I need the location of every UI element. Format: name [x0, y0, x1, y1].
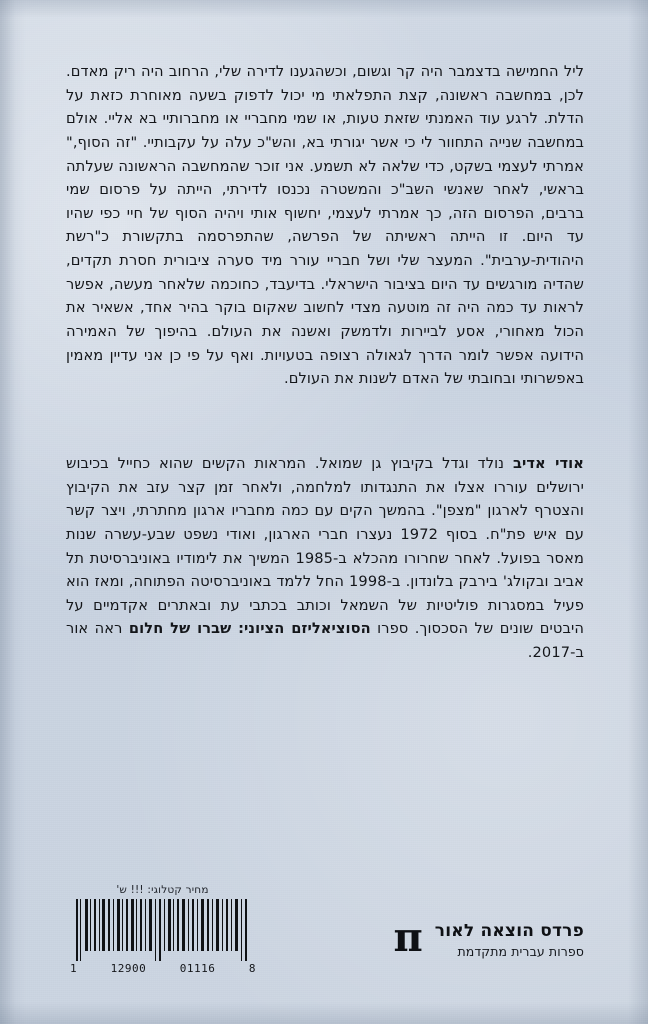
barcode-digit-leading: 1 — [70, 962, 78, 975]
publisher-name: פרדס הוצאה לאור — [434, 921, 584, 942]
page-edge-shadow-top — [0, 0, 648, 18]
pi-logo-icon: π — [393, 914, 423, 961]
author-name: אודי אדיב — [512, 455, 584, 472]
barcode-digit-group-1: 12900 — [110, 962, 147, 975]
previous-book-title: הסוציאליזם הציוני: שברו של חלום — [128, 620, 371, 638]
barcode-digit-group-2: 01116 — [179, 962, 216, 975]
barcode-digit-checksum: 8 — [248, 962, 256, 975]
author-bio-text-part-1: נולד וגדל בקיבוץ גן שמואל. המראות הקשים שהוא כחייל בכיבוש ירושלים עוררו אצלו את התנגדותו למלחמה, ולאחר זמן קצר עזב את הקיבוץ והצטרף לארגון "מצפן". בהמשך הקים עם כמה מחבריו ארגון מחתרתי, ויצר קשר עם איש פת"ח. בסוף 1972 נעצרו חברי הארגון, ואודי נשפט שבע-עשרה שנות מאסר בפועל. לאחר שחרורו מהכלא ב-1985 המשיך את לימודיו באוניברסיטת תל אביב ובקולג' בירבק בלונדון. ב-1998 החל ללמד באוניברסיטה הפתוחה, ומאז הוא פעיל במסגרות פוליטיות של השמאל וכותב בכתבי עת ובאתרים אקדמיים על היבטים שונים של הסכסוך. ספרו — [66, 455, 585, 638]
publisher-text — [435, 921, 584, 958]
page-edge-shadow-left — [0, 0, 26, 1024]
ean13-barcode — [74, 899, 252, 961]
publisher-tagline: ספרות עברית מתקדמת — [457, 943, 584, 959]
barcode-digits — [70, 962, 256, 975]
author-bio — [66, 452, 584, 665]
page-edge-shadow-bottom — [0, 1002, 648, 1024]
publisher-logo-block — [393, 914, 584, 961]
catalog-price-note: מחיר קטלוגי: !!! ש' — [116, 884, 209, 896]
back-cover-blurb: ליל החמישה בדצמבר היה קר וגשום, וכשהגענו לדירה שלי, הרחוב היה ריק מאדם. לכן, במחשבה ראשונה, קצת התפלאתי מי יכול לדפוק בשעה מאוחרת כזאת על הדלת. לרגע עוד האמנתי שזאת טעות, או שמי מחבריי או מחברותיי בא אליי. אולם במחשבה שנייה התחוור לי כי אשר יגורתי בא, והש"כ עלה על עקבותיי. "זה הסוף," אמרתי לעצמי בשקט, כדי שלאה לא תשמע. אני זוכר שהמחשבה הראשונה שעלתה בראשי, לאחר שאנשי השב"כ והמשטרה נכנסו לדירתי, הייתה על פרסום שמי ברבים, הפרסום הזה, כך אמרתי לעצמי, יחשוף אותי ויהיה הסוף של חיי כפי שהיו עד היום. זו הייתה ראשיתה של הפרשה, שהתפרסמה בתקשורת כ"רשת היהודית-ערבית". המעצר שלי ושל חבריי עורר מיד סערה ציבורית חסרת תקדים, שהדיה מורגשים עד היום בציבור הישראלי. בדיעבד, כחוכמה שלאחר מעשה, אפשר לראות עד כמה היה זה מוטעה מצדי לחשוב שאקום בוקר בהיר אחד, אשאיר את הכול מאחורי, אסע לביירות ולדמשק ואשנה את העולם. בהיפוך של האמירה הידועה אפשר לומר הדרך לגאולה רצופה בטעויות. ואף על פי כן אני עדיין מאמין באפשרותי ובחובתי של האדם לשנות את העולם. — [66, 63, 584, 388]
author-bio-text-part-2: ראה אור ב-2017. — [66, 620, 584, 662]
barcode-block — [70, 884, 255, 975]
page-edge-shadow-right — [628, 0, 648, 1024]
